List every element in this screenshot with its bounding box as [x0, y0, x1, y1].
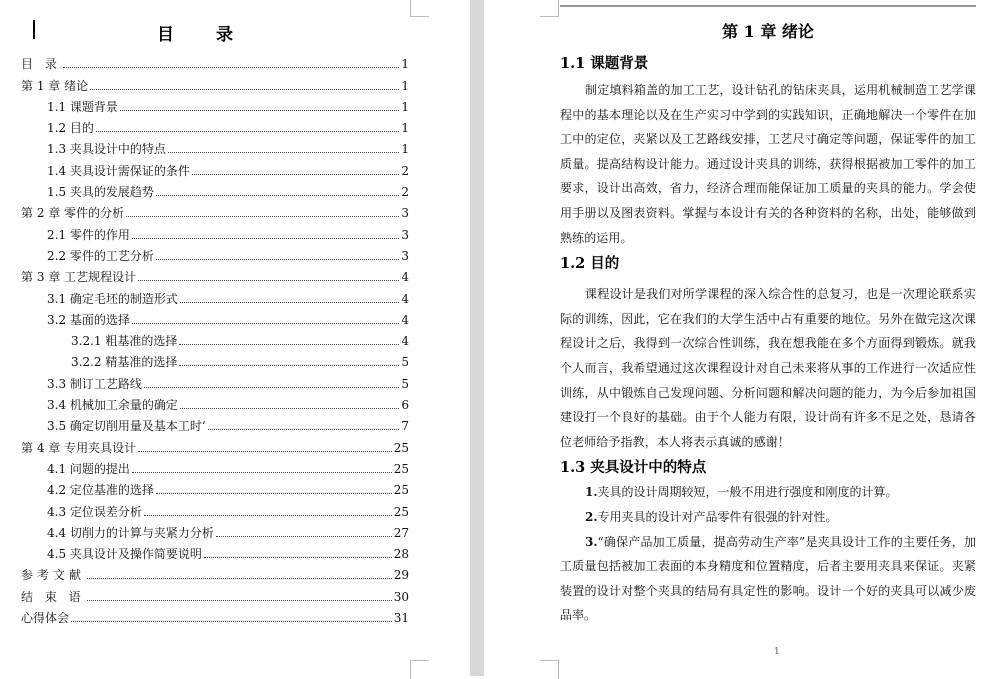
list-text: 专用夹具的设计对产品零件有很强的针对性。: [597, 509, 838, 524]
list-number: 1.: [585, 485, 598, 500]
toc-leader-dots: [144, 387, 399, 388]
list-item: [560, 530, 976, 628]
toc-leader-dots: [179, 344, 399, 345]
toc-entry[interactable]: [21, 327, 409, 348]
toc-entry-page: 27: [393, 525, 409, 540]
toc-entry-page: 1: [401, 57, 409, 72]
toc-entry-title: 1.2 目的: [47, 121, 94, 136]
toc-leader-dots: [138, 280, 399, 281]
chapter-body: [560, 52, 976, 628]
toc-entry-title: 1.5 夹具的发展趋势: [47, 185, 154, 200]
toc-entry-title: 1.4 夹具设计需保证的条件: [47, 163, 190, 178]
toc-entry[interactable]: [21, 391, 409, 412]
toc-entry-page: 29: [393, 568, 409, 583]
header-rule: [560, 5, 976, 7]
toc-leader-dots: [156, 259, 399, 260]
toc-entry[interactable]: [21, 50, 409, 71]
toc-entry[interactable]: [21, 114, 409, 135]
toc-entry-page: 7: [401, 419, 409, 434]
section-heading: 1.1 课题背景: [560, 55, 649, 72]
toc-leader-dots: [90, 89, 399, 90]
toc-entry-page: 3: [401, 227, 409, 242]
toc-entry-page: 1: [401, 121, 409, 136]
toc-leader-dots: [71, 621, 392, 622]
toc-title: 目 录: [157, 25, 251, 45]
toc-entry-page: 5: [401, 376, 409, 391]
toc-entry-page: 2: [401, 185, 409, 200]
list-number: 3.: [585, 534, 598, 549]
toc-entry-title: 3.2 基面的选择: [47, 312, 130, 327]
toc-entry[interactable]: [21, 519, 409, 540]
toc-leader-dots: [180, 302, 399, 303]
toc-entry[interactable]: [21, 71, 409, 92]
toc-entry-page: 4: [401, 270, 409, 285]
section-heading: 1.3 夹具设计中的特点: [560, 459, 707, 477]
toc-leader-dots: [204, 557, 392, 558]
toc-entry[interactable]: [21, 561, 409, 582]
toc-entry[interactable]: [21, 497, 409, 518]
toc-leader-dots: [87, 600, 392, 601]
toc-entry-title: 目 录: [21, 57, 61, 72]
toc-entry-title: 4.4 切削力的计算与夹紧力分析: [47, 525, 214, 540]
toc-leader-dots: [132, 238, 399, 239]
toc-entry[interactable]: [21, 284, 409, 305]
toc-leader-dots: [216, 536, 392, 537]
toc-entry-title: 3.2.2 精基准的选择: [71, 355, 178, 370]
toc-entry[interactable]: [21, 348, 409, 369]
toc-entry-title: 1.3 夹具设计中的特点: [47, 142, 166, 157]
crop-mark: [540, 660, 559, 679]
toc-entry-title: 3.4 机械加工余量的确定: [47, 398, 178, 413]
toc-entry[interactable]: [21, 93, 409, 114]
toc-leader-dots: [96, 131, 399, 132]
toc-entry-title: 3.3 制订工艺路线: [47, 376, 142, 391]
toc-entry-title: 2.1 零件的作用: [47, 227, 130, 242]
toc-leader-dots: [120, 110, 399, 111]
toc-entry-page: 25: [393, 461, 409, 476]
crop-mark: [410, 660, 429, 679]
toc-leader-dots: [138, 451, 392, 452]
toc-entry[interactable]: [21, 220, 409, 241]
chapter-title: 第 1 章 绪论: [722, 22, 814, 41]
toc-entry[interactable]: [21, 242, 409, 263]
page-gap: [470, 0, 484, 676]
toc-leader-dots: [156, 493, 392, 494]
toc-entry-page: 1: [401, 78, 409, 93]
toc-entry-title: 1.1 课题背景: [47, 99, 118, 114]
toc-entry-page: 28: [393, 547, 409, 562]
toc-entry[interactable]: [21, 135, 409, 156]
toc-entry-page: 30: [393, 589, 409, 604]
crop-mark: [410, 0, 429, 17]
toc-entry-title: 第 2 章 零件的分析: [21, 206, 125, 221]
toc-entry-title: 4.5 夹具设计及操作简要说明: [47, 547, 202, 562]
content-page: [484, 0, 1005, 676]
toc-entry-page: 3: [401, 206, 409, 221]
section-heading: 1.2 目的: [560, 255, 620, 273]
toc-leader-dots: [180, 408, 399, 409]
toc-entry-title: 4.2 定位基准的选择: [47, 483, 154, 498]
page-number: 1: [774, 647, 780, 657]
toc-leader-dots: [63, 67, 400, 68]
toc-entry-page: 4: [401, 312, 409, 327]
toc-leader-dots: [179, 365, 399, 366]
toc-entry[interactable]: [21, 476, 409, 497]
toc-leader-dots: [156, 195, 399, 196]
toc-entry-page: 31: [393, 611, 409, 626]
toc-leader-dots: [168, 152, 399, 153]
toc-entry[interactable]: [21, 306, 409, 327]
toc-entry-page: 2: [401, 163, 409, 178]
toc-entry-page: 3: [401, 248, 409, 263]
toc-leader-dots: [132, 472, 392, 473]
paragraph: 课程设计是我们对所学课程的深入综合性的总复习，也是一次理论联系实际的训练，因此，它在我们的大学生活中占有重要的地位。另外在做完这次课程设计之后，我得到一次综合性训练，我在想我能在多个方面得到锻炼。就我个人而言，我希望通过这次课程设计对自己未来将从事的工作进行一次适应性训练，从中锻炼自己发现问题、分析问题和解决问题的能力，为今后参加祖国建设打一个良好的基础。由于个人能力有限，设计尚有许多不足之处，恳请各位老师给予指教，本人将表示真诚的感谢！: [560, 287, 976, 449]
toc-entry-page: 1: [401, 99, 409, 114]
toc-leader-dots: [208, 429, 400, 430]
toc-entry[interactable]: [21, 178, 409, 199]
toc-page: [0, 0, 470, 676]
toc-entry-title: 3.2.1 粗基准的选择: [71, 334, 178, 349]
toc-entry-page: 5: [401, 355, 409, 370]
toc-entry-title: 第 1 章 绪论: [21, 78, 89, 93]
toc-entry-page: 25: [393, 504, 409, 519]
toc-entry[interactable]: [21, 412, 409, 433]
list-item: [560, 480, 976, 505]
list-number: 2.: [585, 509, 598, 524]
toc-entry[interactable]: [21, 199, 409, 220]
toc-leader-dots: [132, 323, 399, 324]
toc-entry[interactable]: [21, 582, 409, 603]
toc-entry[interactable]: [21, 433, 409, 454]
toc-entry-page: 25: [393, 483, 409, 498]
toc-entry-page: 4: [401, 291, 409, 306]
toc-entry-title: 3.5 确定切削用量及基本工时‘: [47, 419, 206, 434]
toc-entry-title: 第 3 章 工艺规程设计: [21, 270, 137, 285]
toc-leader-dots: [126, 216, 399, 217]
crop-mark: [540, 0, 559, 17]
toc-entry-title: 3.1 确定毛坯的制造形式: [47, 291, 178, 306]
toc-entry-page: 4: [401, 334, 409, 349]
toc-entry-title: 心得体会: [21, 611, 70, 626]
paragraph: 制定填料箱盖的加工工艺，设计钻孔的钻床夹具，运用机械制造工艺学课程中的基本理论以及在生产实习中学到的实践知识，正确地解决一个零件在加工中的定位，夹紧以及工艺路线安排，工艺尺寸确定等问题，保证零件的加工质量。提高结构设计能力。通过设计夹具的训练，获得根据被加工零件的加工要求，设计出高效，省力，经济合理而能保证加工质量的夹具的能力。学会使用手册以及图表资料。掌握与本设计有关的各种资料的名称，出处，能够做到熟练的运用。: [560, 83, 976, 245]
toc-entry-title: 4.1 问题的提出: [47, 461, 130, 476]
toc-entry-title: 4.3 定位误差分析: [47, 504, 142, 519]
toc-entry-page: 25: [393, 440, 409, 455]
toc-entry-title: 结 束 语: [21, 589, 85, 604]
toc-entry[interactable]: [21, 540, 409, 561]
toc-leader-dots: [87, 578, 392, 579]
toc-entry[interactable]: [21, 369, 409, 390]
toc-list: [21, 50, 409, 625]
toc-entry-page: 6: [401, 398, 409, 413]
toc-entry-title: 第 4 章 专用夹具设计: [21, 440, 137, 455]
toc-entry[interactable]: [21, 604, 409, 625]
toc-leader-dots: [192, 174, 399, 175]
toc-entry[interactable]: [21, 263, 409, 284]
toc-entry-title: 2.2 零件的工艺分析: [47, 248, 154, 263]
toc-entry[interactable]: [21, 156, 409, 177]
toc-entry-page: 1: [401, 142, 409, 157]
toc-leader-dots: [144, 515, 392, 516]
list-text: 夹具的设计周期较短，一般不用进行强度和刚度的计算。: [597, 485, 898, 500]
toc-entry-title: 参考文献: [21, 568, 86, 583]
list-text: “确保产品加工质量，提高劳动生产率”是夹具设计工作的主要任务，加工质量包括被加工表面的本身精度和位置精度，后者主要用夹具来保证。夹紧装置的设计对整个夹具的结局有具定性的影响。设计一个好的夹具可以减少废品率。: [560, 534, 976, 623]
toc-entry[interactable]: [21, 455, 409, 476]
list-item: [560, 505, 976, 530]
